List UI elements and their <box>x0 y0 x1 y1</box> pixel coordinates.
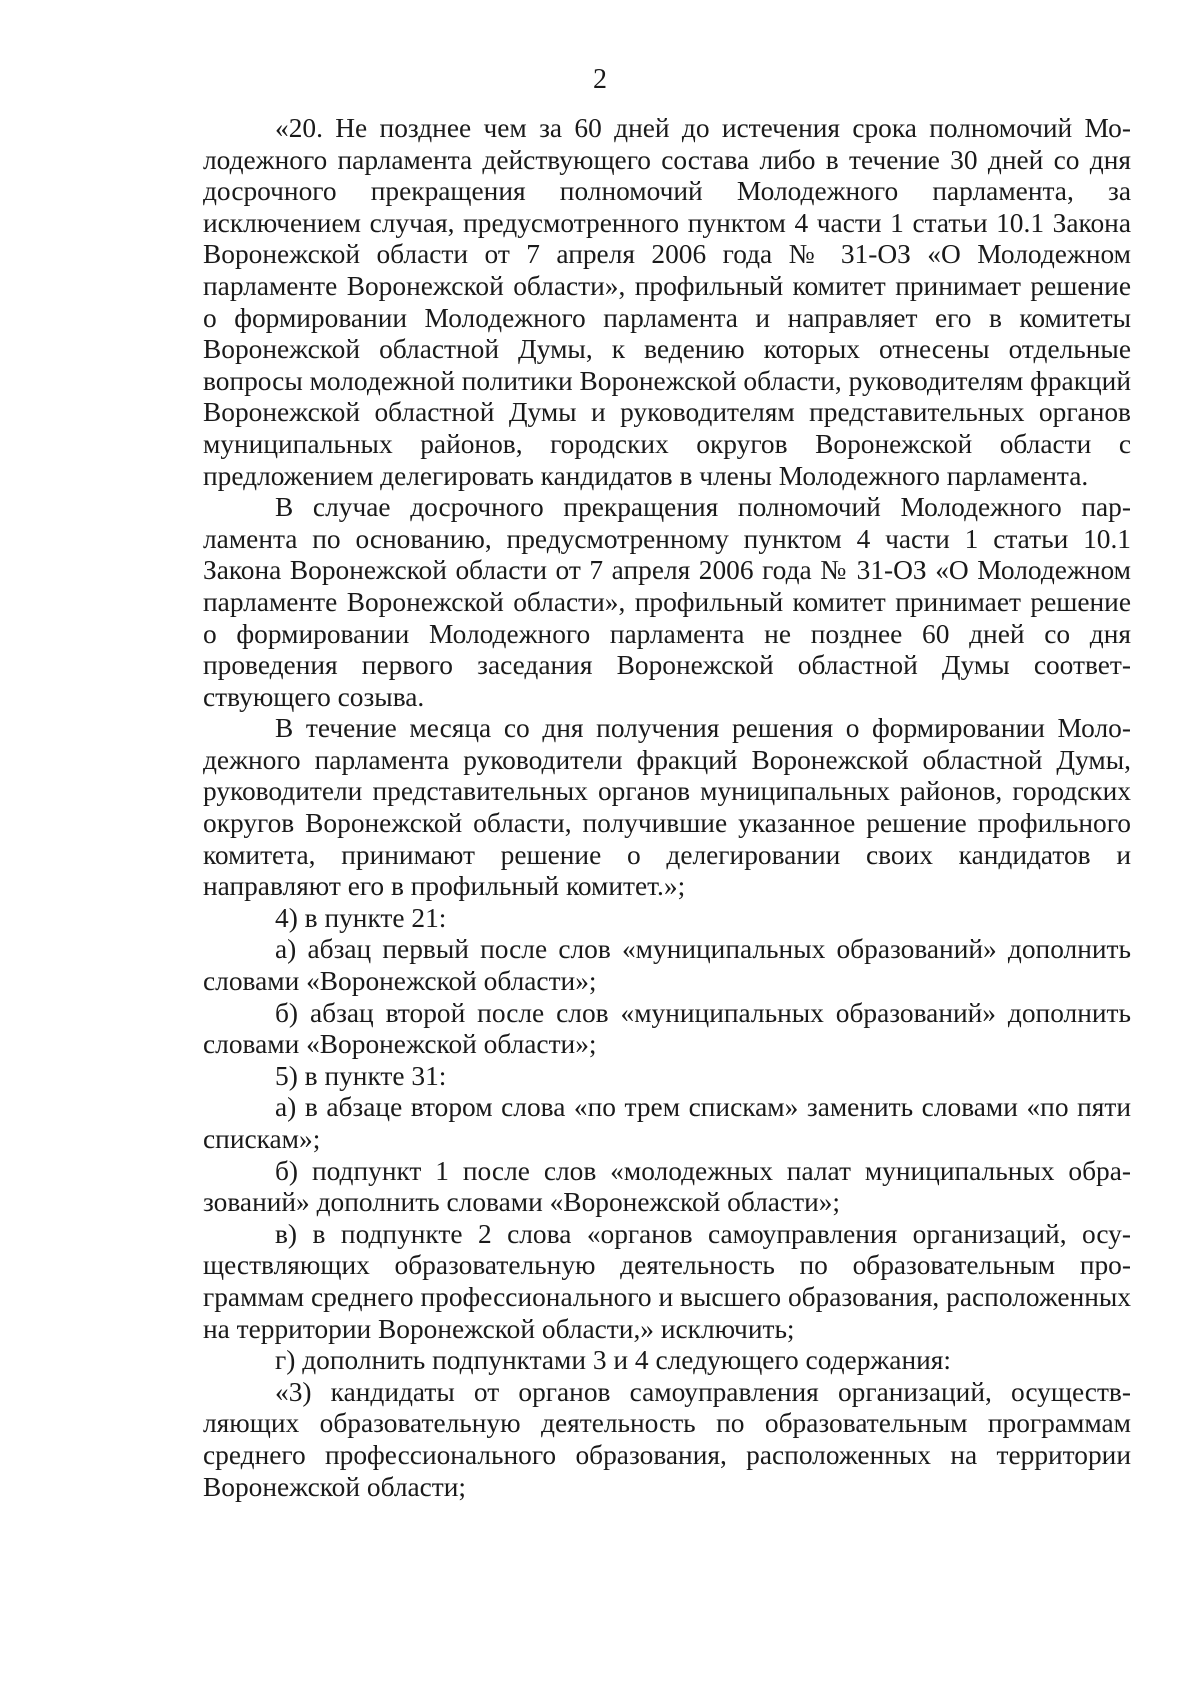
paragraph-point-5b: б) подпункт 1 после слов «молодежных палат муниципальных образований» дополнить словами «Воронежской области»; <box>203 1155 1131 1218</box>
paragraph-point-5v: в) в подпункте 2 слова «органов самоуправления организаций, осуществляющих образовательную деятельность по образовательным программам среднего профессионального и высшего образования, расположенных на территории Воронежской области,» исключить; <box>203 1218 1131 1344</box>
paragraph-point-5a: а) в абзаце втором слова «по трем спискам» заменить словами «по пяти спискам»; <box>203 1092 1131 1154</box>
paragraph-early-termination: В случае досрочного прекращения полномочий Молодежного парламента по основанию, предусмотренному пунктом 4 части 1 статьи 10.1 Закона Воронежской области от 7 апреля 2006 года № 31-ОЗ «О Молодежном парламенте Воронежской области», профильный комитет принимает решение о формировании Молодежного парламента не позднее 60 дней со дня проведения первого заседания Воронежской областной Думы соответствующего созыва. <box>203 492 1131 712</box>
document-body <box>203 113 1131 1503</box>
paragraph-subpoint-3: «3) кандидаты от органов самоуправления организаций, осуществляющих образовательную деятельность по образовательным программам среднего профессионального образования, расположенных на территории Воронежской области; <box>203 1376 1131 1502</box>
paragraph-point-4a: а) абзац первый после слов «муниципальных образований» дополнить словами «Воронежской области»; <box>203 934 1131 997</box>
page-number: 2 <box>593 64 607 95</box>
paragraph-delegation: В течение месяца со дня получения решения о формировании Молодежного парламента руководители фракций Воронежской областной Думы, руководители представительных органов муниципальных районов, городских округов Воронежской области, получившие указанное решение профильного комитета, принимают решение о делегировании своих кандидатов и направляют его в профильный комитет.»; <box>203 713 1131 902</box>
paragraph-point-4b: б) абзац второй после слов «муниципальных образований» дополнить словами «Воронежской области»; <box>203 997 1131 1060</box>
paragraph-item-20: «20. Не позднее чем за 60 дней до истечения срока полномочий Молодежного парламента действующего состава либо в течение 30 дней со дня досрочного прекращения полномочий Молодежного парламента, за исключением случая, предусмотренного пунктом 4 части 1 статьи 10.1 Закона Воронежской области от 7 апреля 2006 года № 31-ОЗ «О Молодежном парламенте Воронежской области», профильный комитет принимает решение о формировании Молодежного парламента и направляет его в комитеты Воронежской областной Думы, к ведению которых отнесены отдельные вопросы молодежной политики Воронежской области, руководителям фракций Воронежской областной Думы и руководителям представительных органов муниципальных районов, городских округов Воронежской области с предложением делегировать кандидатов в члены Молодежного парламента. <box>203 113 1131 491</box>
paragraph-point-4: 4) в пункте 21: <box>275 902 447 933</box>
paragraph-point-5g: г) дополнить подпунктами 3 и 4 следующего содержания: <box>275 1345 951 1376</box>
paragraph-point-5: 5) в пункте 31: <box>275 1060 447 1091</box>
